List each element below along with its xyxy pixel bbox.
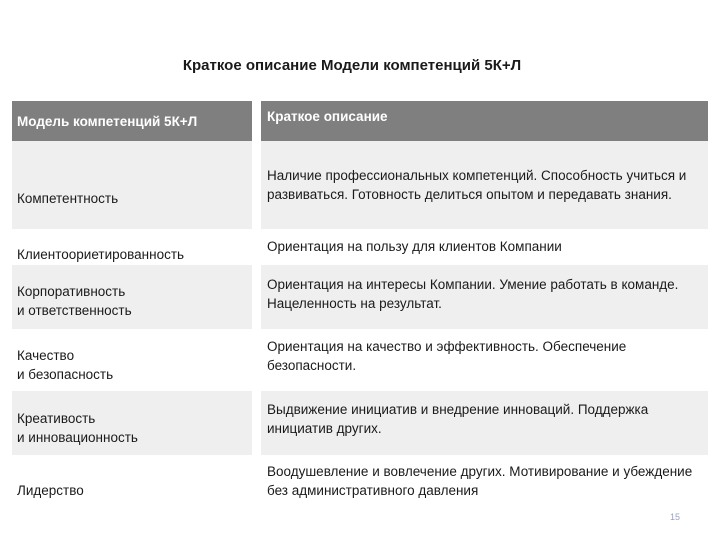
competency-description: Ориентация на пользу для клиентов Компании: [261, 229, 708, 265]
table-header-row: [12, 101, 708, 141]
table-row: [12, 391, 708, 455]
competency-description: Ориентация на интересы Компании. Умение работать в команде. Нацеленность на результат.: [261, 265, 708, 329]
competency-description: Наличие профессиональных компетенций. Способность учиться и развиваться. Готовность делиться опытом и передавать знания.: [261, 141, 708, 229]
competency-name: Корпоративность и ответственность: [12, 265, 252, 329]
header-description-cell: Краткое описание: [261, 101, 708, 141]
table-row: [12, 141, 708, 229]
slide-title: Краткое описание Модели компетенций 5К+Л: [182, 57, 522, 74]
table-row: [12, 265, 708, 329]
page-number: 15: [669, 512, 680, 522]
header-model-cell: Модель компетенций 5К+Л: [12, 101, 252, 141]
competency-name: Креативость и инновационность: [12, 391, 252, 455]
competency-name: Клиентоориетированность: [12, 229, 252, 265]
competency-description: Ориентация на качество и эффективность. Обеспечение безопасности.: [261, 329, 708, 391]
table-row: [12, 455, 708, 515]
competency-description: Выдвижение инициатив и внедрение инноваций. Поддержка инициатив других.: [261, 391, 708, 455]
competency-name: Компетентность: [12, 141, 252, 229]
competency-name: Лидерство: [12, 455, 252, 515]
table-row: [12, 329, 708, 391]
competency-name: Качество и безопасность: [12, 329, 252, 391]
table-row: [12, 229, 708, 265]
competency-description: Воодушевление и вовлечение других. Мотивирование и убеждение без административного давления: [261, 455, 708, 515]
